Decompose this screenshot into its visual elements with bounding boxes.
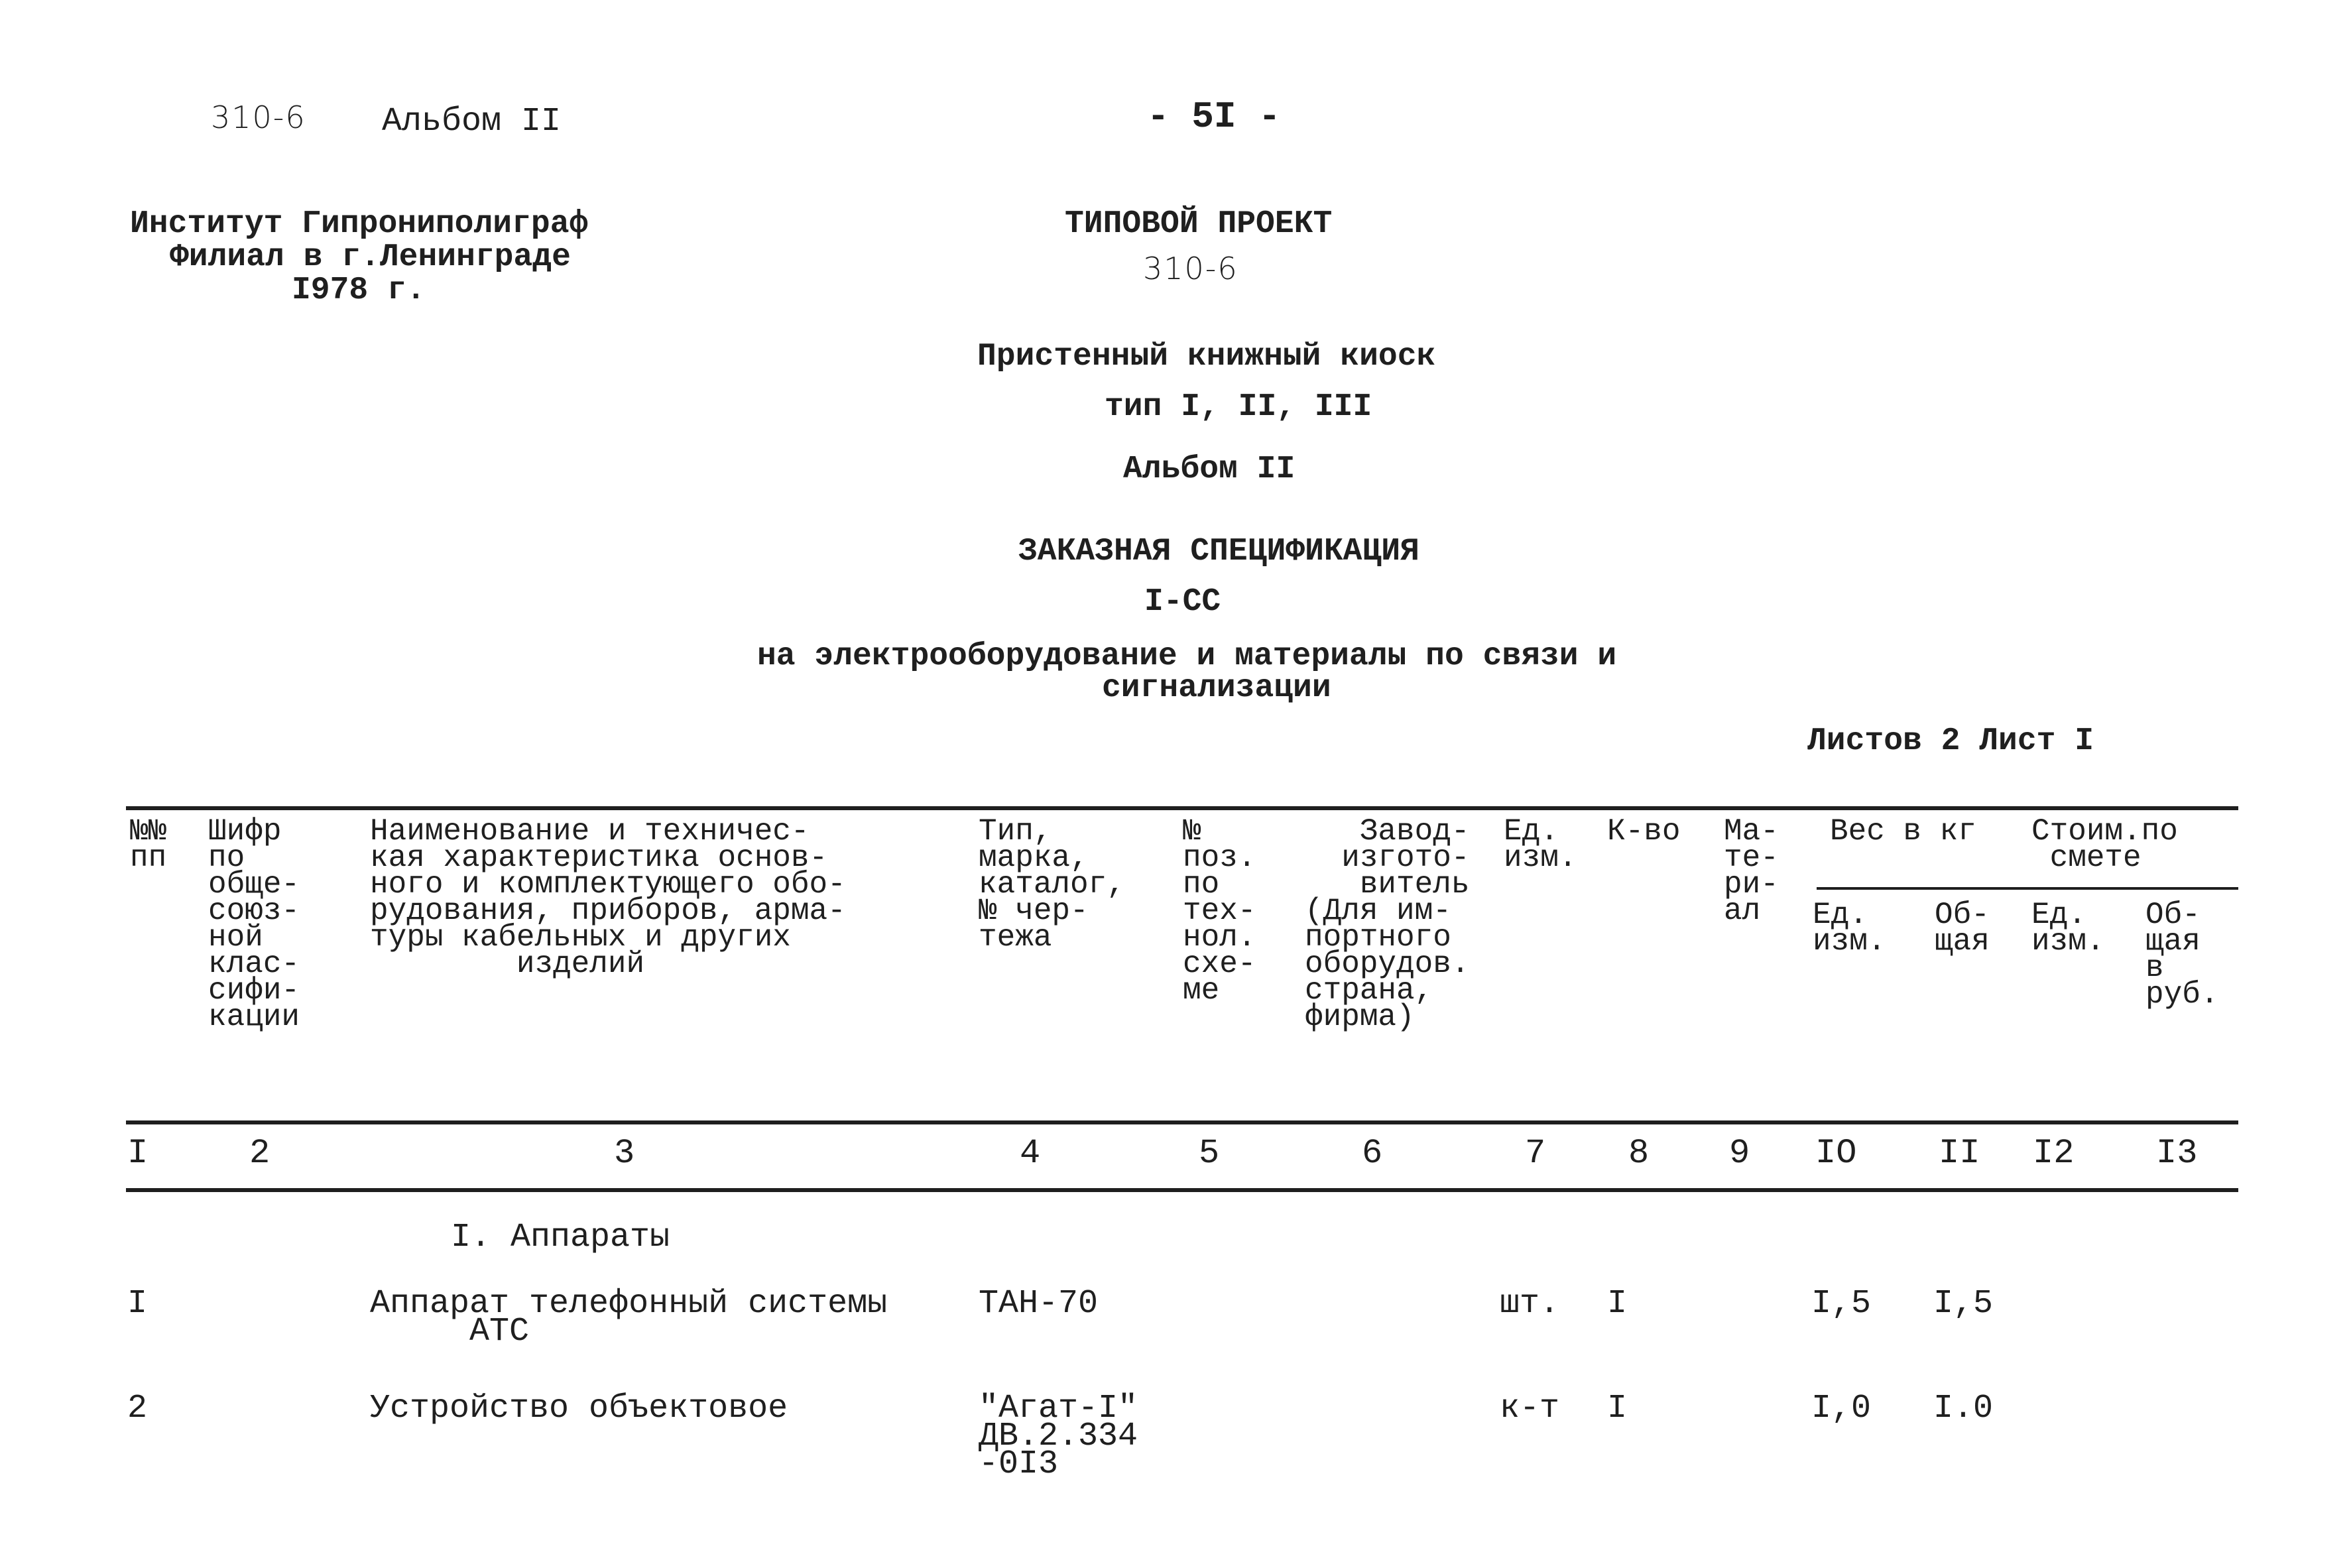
sheet-count: Листов 2 Лист I <box>1807 723 2094 759</box>
group-header-weight: Вес в кг <box>1830 814 1976 849</box>
column-numbers-rule <box>126 1188 2238 1192</box>
row-2-quantity: I <box>1607 1390 1628 1427</box>
row-1-weight-unit: I,5 <box>1811 1285 1872 1323</box>
project-label: ТИПОВОЙ ПРОЕКТ <box>1065 206 1333 242</box>
row-2-type: "Агат-I" ДВ.2.334 -0I3 <box>979 1390 1138 1483</box>
col-number-12: I2 <box>2033 1134 2075 1173</box>
col-header-12: Ед. изм. <box>2031 898 2105 959</box>
row-1-quantity: I <box>1607 1285 1628 1323</box>
col-number-8: 8 <box>1628 1134 1650 1173</box>
col-header-11: Об- щая <box>1935 898 1990 959</box>
col-number-4: 4 <box>1020 1134 1041 1173</box>
col-header-7: Ед. изм. <box>1504 814 1577 875</box>
col-number-11: II <box>1939 1134 1980 1173</box>
group-header-cost: Стоим.по смете <box>2031 814 2178 875</box>
col-header-4: Тип, марка, каталог, № чер- тежа <box>979 814 1125 955</box>
col-number-6: 6 <box>1362 1134 1383 1173</box>
col-number-5: 5 <box>1199 1134 1220 1173</box>
row-2-weight-total: I.0 <box>1933 1390 1994 1427</box>
col-header-9: Ма- те- ри- ал <box>1724 814 1779 928</box>
row-1-number: I <box>127 1285 148 1323</box>
title-line-2: тип I, II, III <box>1105 389 1372 425</box>
spec-subject-line-1: на электрооборудование и материалы по связи и <box>757 638 1617 674</box>
album-label: Альбом II <box>382 103 562 141</box>
row-2-number: 2 <box>127 1390 148 1427</box>
row-2-name: Устройство объектовое <box>370 1390 788 1427</box>
row-1-weight-total: I,5 <box>1933 1285 1994 1323</box>
col-header-3: Наименование и техничес- кая характеристика основ- ного и комплектующего обо- рудования, приборов, арма- туры кабельных и других изделий <box>370 814 846 981</box>
col-number-1: I <box>127 1134 149 1173</box>
row-1-type: ТАН-70 <box>979 1285 1099 1323</box>
col-number-13: I3 <box>2156 1134 2198 1173</box>
branch-name: Филиал в г.Ленинграде <box>170 239 571 275</box>
col-header-2: Шифр по обще- союз- ной клас- сифи- кации <box>208 814 300 1034</box>
col-header-1: №№ пп <box>130 814 167 875</box>
album-code-handwritten: 310-6 <box>211 99 306 135</box>
col-number-3: 3 <box>614 1134 635 1173</box>
spec-title: ЗАКАЗНАЯ СПЕЦИФИКАЦИЯ <box>1018 534 1419 570</box>
row-2-weight-unit: I,0 <box>1811 1390 1872 1427</box>
col-header-8: К-во <box>1607 814 1681 849</box>
page-number: - 5I - <box>1147 95 1281 138</box>
col-header-5: № поз. по тех- нол. схе- ме <box>1183 814 1256 1008</box>
table-top-rule <box>126 806 2238 810</box>
header-bottom-rule <box>126 1120 2238 1124</box>
col-header-13: Об- щая в руб. <box>2145 898 2219 1012</box>
section-heading: I. Аппараты <box>451 1219 670 1256</box>
institute-name: Институт Гипрониполиграф <box>130 206 589 242</box>
col-number-7: 7 <box>1525 1134 1546 1173</box>
col-header-10: Ед. изм. <box>1813 898 1886 959</box>
col-number-2: 2 <box>249 1134 271 1173</box>
spec-code: I-СС <box>1144 584 1221 620</box>
group-header-underline <box>1817 887 2238 890</box>
project-code-handwritten: 310-6 <box>1143 251 1238 286</box>
row-1-name: Аппарат телефонный системы АТС <box>370 1285 888 1351</box>
col-number-10: IO <box>1815 1134 1857 1173</box>
album-title: Альбом II <box>1123 452 1296 487</box>
col-header-6: Завод- изгото- витель (Для им- портного оборудов. страна, фирма) <box>1305 814 1470 1034</box>
year: I978 г. <box>292 272 426 308</box>
col-number-9: 9 <box>1729 1134 1750 1173</box>
row-1-unit: шт. <box>1500 1285 1560 1323</box>
spec-subject-line-2: сигнализации <box>1102 670 1331 706</box>
row-2-unit: к-т <box>1500 1390 1560 1427</box>
title-line-1: Пристенный книжный киоск <box>977 339 1436 375</box>
